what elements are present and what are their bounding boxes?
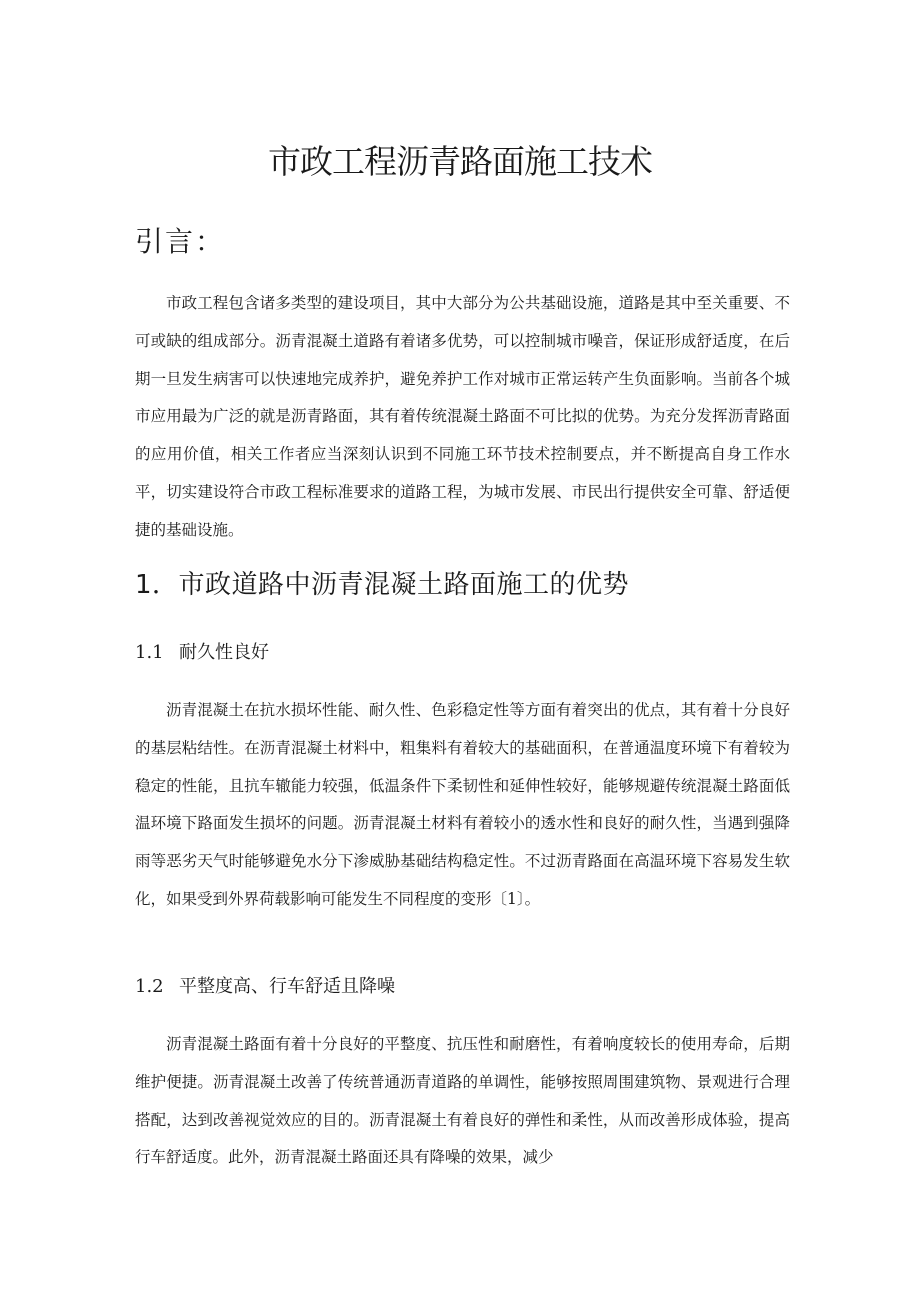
subsection-1-1-heading <box>135 638 269 668</box>
document-title: 市政工程沥青路面施工技术 <box>268 142 652 181</box>
intro-heading: 引言： <box>135 225 226 258</box>
intro-paragraph: 市政工程包含诸多类型的建设项目，其中大部分为公共基础设施，道路是其中至关重要、不可或缺的组成部分。沥青混凝土道路有着诸多优势，可以控制城市噪音，保证形成舒适度，在后期一旦发生病害可以快速地完成养护，避免养护工作对城市正常运转产生负面影响。当前各个城市应用最为广泛的就是沥青路面，其有着传统混凝土路面不可比拟的优势。为充分发挥沥青路面的应用价值，相关工作者应当深刻认识到不同施工环节技术控制要点，并不断提高自身工作水平，切实建设符合市政工程标准要求的道路工程，为城市发展、市民出行提供安全可靠、舒适便捷的基础设施。 <box>135 294 790 539</box>
subsection-1-2-heading <box>135 972 395 1002</box>
subsection-1-2-paragraph: 沥青混凝土路面有着十分良好的平整度、抗压性和耐磨性，有着响度较长的使用寿命，后期维护便捷。沥青混凝土改善了传统普通沥青道路的单调性，能够按照周围建筑物、景观进行合理搭配，达到改善视觉效应的目的。沥青混凝土有着良好的弹性和柔性，从而改善形成体验，提高行车舒适度。此外，沥青混凝土路面还具有降噪的效果，减少 <box>135 1035 790 1167</box>
section-1-heading: 1．市政道路中沥青混凝土路面施工的优势 <box>135 570 630 600</box>
subsection-title: 耐久性良好 <box>179 642 269 663</box>
subsection-number: 1.2 <box>135 976 164 997</box>
subsection-number: 1.1 <box>135 642 164 663</box>
subsection-1-1-paragraph: 沥青混凝土在抗水损坏性能、耐久性、色彩稳定性等方面有着突出的优点，其有着十分良好的基层粘结性。在沥青混凝土材料中，粗集料有着较大的基础面积，在普通温度环境下有着较为稳定的性能，且抗车辙能力较强，低温条件下柔韧性和延伸性较好，能够规避传统混凝土路面低温环境下路面发生损坏的问题。沥青混凝土材料有着较小的透水性和良好的耐久性，当遇到强降雨等恶劣天气时能够避免水分下渗威胁基础结构稳定性。不过沥青路面在高温环境下容易发生软化，如果受到外界荷载影响可能发生不同程度的变形〔1〕。 <box>135 701 790 908</box>
subsection-title: 平整度高、行车舒适且降噪 <box>179 976 395 997</box>
